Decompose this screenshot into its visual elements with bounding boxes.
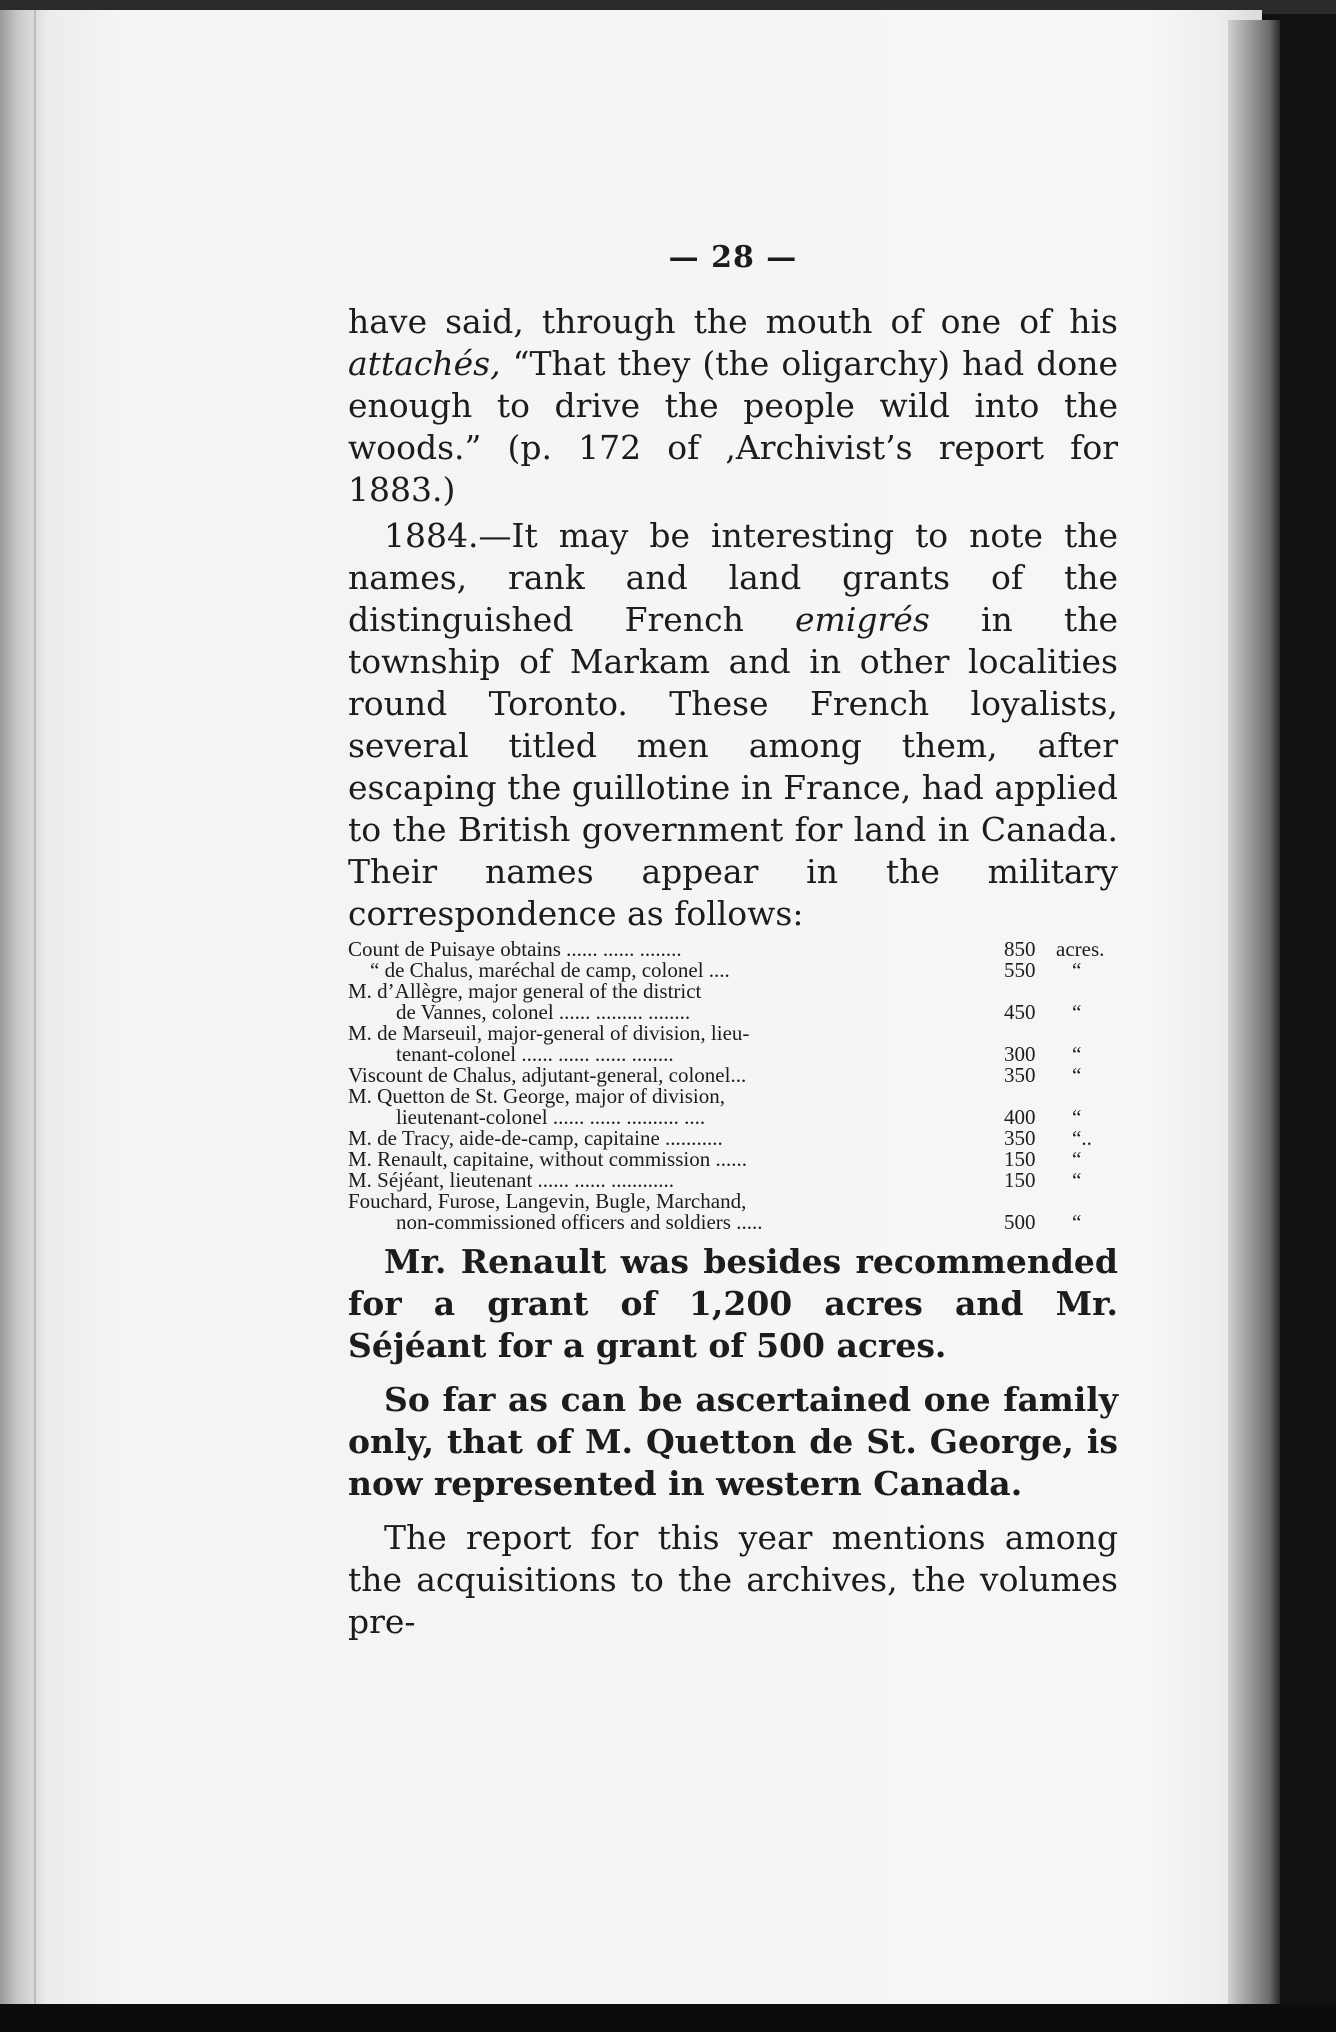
grant-entry xyxy=(348,1086,1118,1128)
grant-entry xyxy=(348,1023,1118,1065)
paragraph-2 xyxy=(348,515,1118,935)
grant-amount: 350 xyxy=(1004,1126,1036,1150)
grant-unit: “ xyxy=(1072,1147,1082,1171)
grant-unit: “ xyxy=(1072,1000,1082,1024)
grant-entry xyxy=(348,960,1118,981)
grant-unit: “ xyxy=(1072,1063,1082,1087)
grant-label-cont: lieutenant-colonel ...... ...... .......... .... xyxy=(396,1105,706,1129)
page-gutter-line xyxy=(34,10,36,2006)
paragraph-2-pre: 1884.—It may be interesting to note the names, rank and land grants of the distinguished French xyxy=(348,516,1118,639)
grant-unit: “ xyxy=(1072,1168,1082,1192)
grant-label-cont: tenant-colonel ...... ...... ...... ........ xyxy=(396,1042,674,1066)
paragraph-1-pre: have said, through the mouth of one of his xyxy=(348,302,1118,341)
grant-label: Viscount de Chalus, adjutant-general, colonel... xyxy=(348,1063,747,1087)
grant-unit: “ xyxy=(1072,958,1082,982)
grant-label: M. d’Allègre, major general of the district xyxy=(348,979,702,1003)
paragraph-1-italic: attachés, xyxy=(348,344,501,383)
grant-amount: 500 xyxy=(1004,1210,1036,1234)
paragraph-3: Mr. Renault was besides recommended for a grant of 1,200 acres and Mr. Séjéant for a grant of 500 acres. xyxy=(348,1242,1118,1365)
grant-amount: 450 xyxy=(1004,1000,1036,1024)
grant-amount: 150 xyxy=(1004,1147,1036,1171)
grant-amount: 150 xyxy=(1004,1168,1036,1192)
grant-entry xyxy=(348,1191,1118,1233)
paragraph-2-italic: emigrés xyxy=(795,600,930,639)
grant-amount: 350 xyxy=(1004,1063,1036,1087)
grant-amount: 550 xyxy=(1004,958,1036,982)
page-number: — 28 — xyxy=(668,240,798,275)
grant-entry xyxy=(348,1065,1118,1086)
grant-label: “ de Chalus, maréchal de camp, colonel .... xyxy=(370,958,730,982)
grant-entry xyxy=(348,939,1118,960)
grant-unit: “ xyxy=(1072,1105,1082,1129)
grant-label: Fouchard, Furose, Langevin, Bugle, Marchand, xyxy=(348,1189,747,1213)
grant-label: M. de Marseuil, major-general of division, lieu- xyxy=(348,1021,750,1045)
grant-label: M. Séjéant, lieutenant ...... ...... ............ xyxy=(348,1168,675,1192)
paragraph-1 xyxy=(348,301,1118,511)
paragraph-5: The report for this year mentions among the acquisitions to the archives, the volumes pre- xyxy=(348,1518,1118,1641)
land-grants-list xyxy=(348,939,1118,1233)
paragraph-1-post: “That they (the oligarchy) had done enough to drive the people wild into the woods.” (p. 172 of ,Archivist’s report for 1883.) xyxy=(348,344,1118,509)
page-content xyxy=(348,240,1118,1643)
grant-label-cont: de Vannes, colonel ...... ......... ........ xyxy=(396,1000,691,1024)
grant-amount: 300 xyxy=(1004,1042,1036,1066)
grant-unit: acres. xyxy=(1056,937,1105,961)
grant-unit: “ xyxy=(1072,1042,1082,1066)
grant-unit: “.. xyxy=(1072,1126,1092,1150)
paragraph-2-post: in the township of Markam and in other localities round Toronto. These French loyalists, several titled men among them, after escaping the guillotine in France, had applied to the British government for land in Canada. Their names appear in the military correspondence as follows: xyxy=(348,600,1118,933)
grant-label-cont: non-commissioned officers and soldiers ..... xyxy=(396,1210,763,1234)
grant-entry xyxy=(348,1170,1118,1191)
page-edge-shadow xyxy=(1228,20,1280,2004)
grant-amount: 850 xyxy=(1004,937,1036,961)
grant-label: M. de Tracy, aide-de-camp, capitaine ........... xyxy=(348,1126,723,1150)
scan-frame-bottom xyxy=(0,2004,1336,2032)
grant-unit: “ xyxy=(1072,1210,1082,1234)
grant-label: M. Quetton de St. George, major of division, xyxy=(348,1084,725,1108)
grant-amount: 400 xyxy=(1004,1105,1036,1129)
paragraph-4: So far as can be ascertained one family only, that of M. Quetton de St. George, is now represented in western Canada. xyxy=(348,1380,1118,1503)
grant-entry xyxy=(348,981,1118,1023)
grant-label: Count de Puisaye obtains ...... ...... ........ xyxy=(348,937,682,961)
grant-entry xyxy=(348,1149,1118,1170)
grant-label: M. Renault, capitaine, without commission ...... xyxy=(348,1147,747,1171)
closing-paragraphs xyxy=(348,1241,1118,1505)
grant-entry xyxy=(348,1128,1118,1149)
